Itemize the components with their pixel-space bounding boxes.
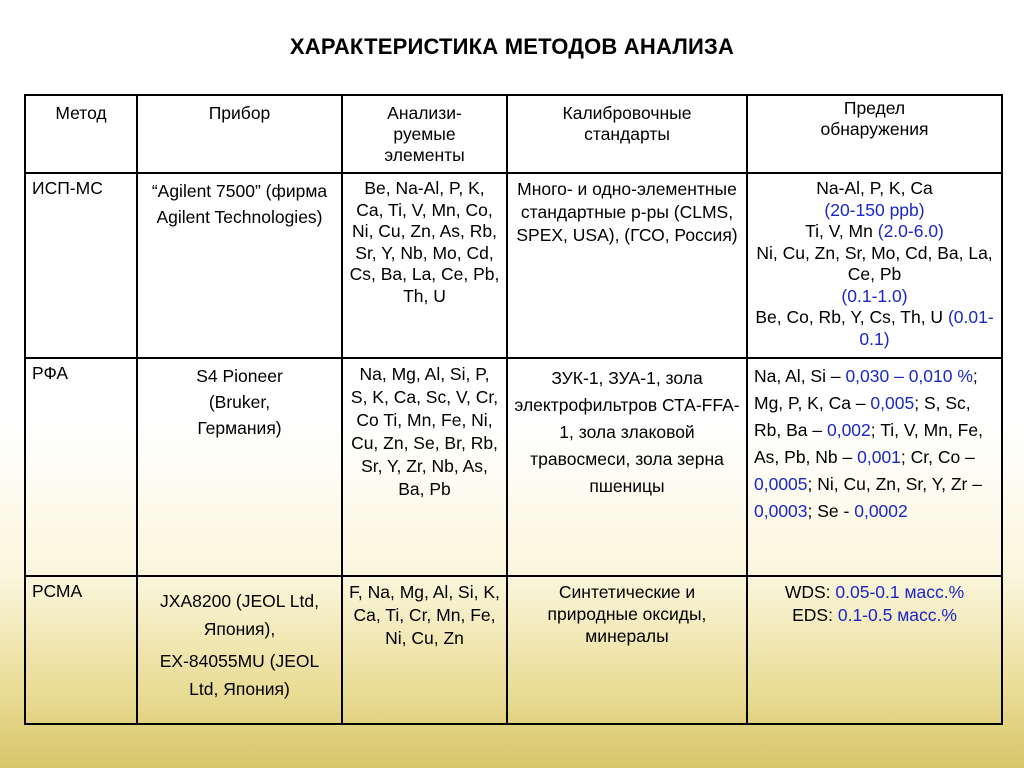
device-line: EX-84055MU (JEOL Ltd, Япония) xyxy=(159,651,320,699)
device-cell xyxy=(137,576,342,724)
elements-cell: Na, Mg, Al, Si, P, S, K, Ca, Sc, V, Cr, Co Ti, Mn, Fe, Ni, Cu, Zn, Se, Br, Rb, Sr, Y, Zr, Nb, As, Ba, Pb xyxy=(342,358,507,576)
limit-elements: ; Mg, P, K, Ca – xyxy=(754,366,978,413)
limit-value: 0,030 – 0,010 % xyxy=(845,366,973,386)
limit-elements: ; S, Sc, Rb, Ba – xyxy=(754,393,971,440)
limit-value: 0,0002 xyxy=(854,501,908,521)
limit-value: (2.0-6.0) xyxy=(877,221,944,241)
limit-cell xyxy=(747,576,1002,724)
standards-cell: ЗУК-1, ЗУА-1, зола электрофильтров СТА-FFA-1, зола злаковой травосмеси, зола зерна пшеницы xyxy=(507,358,747,576)
limit-elements: EDS: xyxy=(792,605,833,625)
limit-elements: Be, Co, Rb, Y, Cs, Th, U xyxy=(755,307,944,327)
limit-value: (20-150 ppb) xyxy=(824,199,925,220)
table-row xyxy=(25,358,1002,576)
elements-cell: F, Na, Mg, Al, Si, K, Ca, Ti, Cr, Mn, Fe, Ni, Cu, Zn xyxy=(342,576,507,724)
header-row xyxy=(25,95,1002,173)
elements-cell: Be, Na-Al, P, K, Ca, Ti, V, Mn, Co, Ni, Cu, Zn, As, Rb, Sr, Y, Nb, Mo, Cd, Cs, Ba, La, Ce, Pb, Th, U xyxy=(342,173,507,358)
method-cell: ИСП-МС xyxy=(25,173,137,358)
standards-cell: Много- и одно-элементные стандартные р-ры (CLMS, SPEX, USA), (ГСО, Россия) xyxy=(507,173,747,358)
limit-elements: Na, Al, Si – xyxy=(754,366,841,386)
limit-value: 0,002 xyxy=(826,420,871,440)
header-elements: Анализи-руемые элементы xyxy=(342,95,507,173)
standards-cell: Синтетические и природные оксиды, минералы xyxy=(507,576,747,724)
limit-value: 0,005 xyxy=(870,393,915,413)
limit-elements: ; Ti, V, Mn, Fe, As, Pb, Nb – xyxy=(754,420,983,467)
table-row xyxy=(25,173,1002,358)
page-title: ХАРАКТЕРИСТИКА МЕТОДОВ АНАЛИЗА xyxy=(289,34,735,59)
method-cell: РСМА xyxy=(25,576,137,724)
header-device: Прибор xyxy=(137,95,342,173)
device-cell: “Agilent 7500” (фирма Agilent Technologies) xyxy=(137,173,342,358)
device-cell: S4 Pioneer (Bruker, Германия) xyxy=(137,358,342,576)
table-row xyxy=(25,576,1002,724)
limit-value: (0.01-0.1) xyxy=(859,307,994,349)
limit-elements: ; Ni, Cu, Zn, Sr, Y, Zr – xyxy=(807,474,982,494)
limit-value: 0.05-0.1 масс.% xyxy=(835,582,965,602)
limit-cell xyxy=(747,358,1002,576)
header-method: Метод xyxy=(25,95,137,173)
device-line: JXA8200 (JEOL Ltd, Япония), xyxy=(160,591,319,639)
limit-elements: ; Cr, Co – xyxy=(900,447,975,467)
methods-table xyxy=(24,94,1003,725)
limit-value: (0.1-1.0) xyxy=(841,285,908,306)
limit-value: 0,001 xyxy=(857,447,901,467)
limit-elements: Ni, Cu, Zn, Sr, Mo, Cd, Ba, La, Ce, Pb xyxy=(756,242,993,284)
limit-value: 0,0005 xyxy=(754,474,808,494)
limit-cell xyxy=(747,173,1002,358)
limit-value: 0.1-0.5 масс.% xyxy=(837,605,957,625)
header-standards: Калибровочные стандарты xyxy=(507,95,747,173)
limit-elements: Ti, V, Mn xyxy=(805,221,873,241)
header-limit: Предел обнаружения xyxy=(747,95,1002,173)
method-cell: РФА xyxy=(25,358,137,576)
limit-elements: WDS: xyxy=(784,582,831,602)
limit-value: 0,0003 xyxy=(754,501,808,521)
limit-elements: Na-Al, P, K, Ca xyxy=(816,178,933,198)
limit-elements: ; Se - xyxy=(807,501,850,521)
